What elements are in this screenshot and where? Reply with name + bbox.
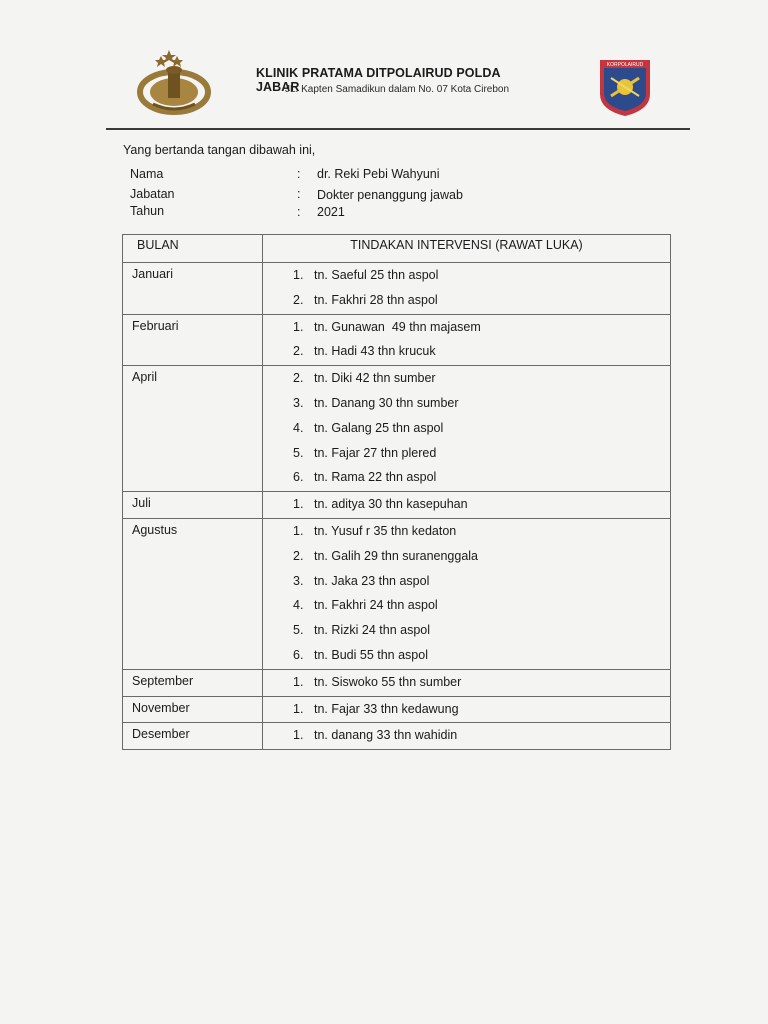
action-cell bbox=[263, 723, 671, 750]
entry-number: 2. bbox=[293, 371, 304, 386]
entry-number: 6. bbox=[293, 647, 304, 662]
entry-number: 3. bbox=[293, 573, 304, 588]
patient-entry bbox=[263, 519, 670, 544]
patient-list bbox=[263, 263, 670, 314]
patient-entry bbox=[263, 366, 670, 391]
info-label-jabatan: Jabatan bbox=[130, 187, 175, 201]
patient-entry bbox=[263, 416, 670, 441]
entry-text: tn. Siswoko 55 thn sumber bbox=[314, 674, 462, 689]
patient-list bbox=[263, 697, 670, 723]
month-cell: Januari bbox=[123, 263, 263, 315]
patient-list bbox=[263, 366, 670, 491]
header-divider bbox=[106, 128, 690, 130]
action-cell bbox=[263, 696, 671, 723]
entry-text: tn. aditya 30 thn kasepuhan bbox=[314, 497, 468, 512]
patient-entry bbox=[263, 492, 670, 517]
patient-entry bbox=[263, 288, 670, 313]
table-row bbox=[123, 723, 671, 750]
action-cell bbox=[263, 314, 671, 366]
patient-entry bbox=[263, 670, 670, 695]
table-row bbox=[123, 314, 671, 366]
table-row bbox=[123, 492, 671, 519]
info-colon: : bbox=[297, 187, 301, 201]
column-header-action: TINDAKAN INTERVENSI (RAWAT LUKA) bbox=[263, 235, 671, 263]
patient-list bbox=[263, 723, 670, 749]
patient-list bbox=[263, 519, 670, 669]
entry-number: 1. bbox=[293, 523, 304, 538]
police-emblem-logo bbox=[133, 48, 215, 116]
entry-text: tn. Rama 22 thn aspol bbox=[314, 470, 437, 485]
entry-number: 4. bbox=[293, 598, 304, 613]
patient-list bbox=[263, 492, 670, 518]
entry-number: 2. bbox=[293, 344, 304, 359]
month-cell: November bbox=[123, 696, 263, 723]
intro-text: Yang bertanda tangan dibawah ini, bbox=[123, 143, 316, 157]
action-cell bbox=[263, 366, 671, 492]
table-row bbox=[123, 669, 671, 696]
patient-entry bbox=[263, 263, 670, 288]
patient-entry bbox=[263, 618, 670, 643]
clinic-name: KLINIK PRATAMA DITPOLAIRUD POLDA JABAR bbox=[256, 66, 501, 94]
badge-text: KORPOLAIRUD bbox=[606, 62, 644, 68]
patient-entry bbox=[263, 315, 670, 340]
patient-entry bbox=[263, 593, 670, 618]
month-cell: September bbox=[123, 669, 263, 696]
patient-entry bbox=[263, 569, 670, 594]
entry-text: tn. Galih 29 thn suranenggala bbox=[314, 548, 479, 563]
patient-entry bbox=[263, 391, 670, 416]
entry-text: tn. Fajar 33 thn kedawung bbox=[314, 701, 459, 716]
patient-entry bbox=[263, 697, 670, 722]
month-cell: Desember bbox=[123, 723, 263, 750]
patient-list bbox=[263, 315, 670, 366]
entry-text: tn. Gunawan 49 thn majasem bbox=[314, 319, 481, 334]
month-cell: Juli bbox=[123, 492, 263, 519]
entry-number: 2. bbox=[293, 292, 304, 307]
month-cell: April bbox=[123, 366, 263, 492]
entry-text: tn. Fakhri 28 thn aspol bbox=[314, 292, 438, 307]
entry-text: tn. Budi 55 thn aspol bbox=[314, 647, 428, 662]
action-cell bbox=[263, 669, 671, 696]
entry-number: 1. bbox=[293, 268, 304, 282]
entry-text: tn. Fajar 27 thn plered bbox=[314, 445, 437, 460]
table-row bbox=[123, 263, 671, 315]
column-header-month: BULAN bbox=[123, 235, 263, 263]
table-row bbox=[123, 696, 671, 723]
patient-entry bbox=[263, 723, 670, 748]
patient-entry bbox=[263, 544, 670, 569]
entry-number: 1. bbox=[293, 728, 304, 743]
entry-text: tn. Rizki 24 thn aspol bbox=[314, 623, 431, 638]
entry-number: 1. bbox=[293, 319, 304, 334]
entry-text: tn. Fakhri 24 thn aspol bbox=[314, 598, 438, 613]
action-cell bbox=[263, 263, 671, 315]
korpolairud-badge-logo bbox=[596, 56, 654, 118]
info-colon: : bbox=[297, 205, 301, 219]
intervention-table bbox=[122, 234, 671, 750]
action-cell bbox=[263, 492, 671, 519]
entry-text: tn. Saeful 25 thn aspol bbox=[314, 268, 439, 282]
clinic-address: JL. Kapten Samadikun dalam No. 07 Kota Cirebon bbox=[285, 84, 510, 95]
action-cell bbox=[263, 518, 671, 669]
month-cell: Februari bbox=[123, 314, 263, 366]
info-value-nama: dr. Reki Pebi Wahyuni bbox=[317, 167, 440, 181]
entry-text: tn. Jaka 23 thn aspol bbox=[314, 573, 430, 588]
info-label-nama: Nama bbox=[130, 167, 164, 181]
patient-entry bbox=[263, 465, 670, 490]
patient-entry bbox=[263, 339, 670, 364]
entry-text: tn. danang 33 thn wahidin bbox=[314, 728, 458, 743]
entry-text: tn. Diki 42 thn sumber bbox=[314, 371, 436, 386]
info-value-tahun: 2021 bbox=[317, 205, 345, 219]
patient-list bbox=[263, 670, 670, 696]
patient-entry bbox=[263, 441, 670, 466]
entry-text: tn. Yusuf r 35 thn kedaton bbox=[314, 523, 457, 538]
entry-number: 2. bbox=[293, 548, 304, 563]
info-value-jabatan: Dokter penanggung jawab bbox=[317, 188, 463, 202]
entry-number: 1. bbox=[293, 674, 304, 689]
entry-number: 1. bbox=[293, 497, 304, 512]
table-header-row bbox=[123, 235, 671, 263]
entry-number: 6. bbox=[293, 470, 304, 485]
entry-number: 5. bbox=[293, 445, 304, 460]
month-cell: Agustus bbox=[123, 518, 263, 669]
info-label-tahun: Tahun bbox=[130, 204, 165, 218]
entry-text: tn. Galang 25 thn aspol bbox=[314, 420, 444, 435]
entry-text: tn. Danang 30 thn sumber bbox=[314, 395, 459, 410]
entry-number: 3. bbox=[293, 395, 304, 410]
table-body bbox=[123, 263, 671, 750]
entry-number: 1. bbox=[293, 701, 304, 716]
info-colon: : bbox=[297, 167, 301, 181]
entry-number: 5. bbox=[293, 623, 304, 638]
entry-text: tn. Hadi 43 thn krucuk bbox=[314, 344, 436, 359]
table-row bbox=[123, 366, 671, 492]
entry-number: 4. bbox=[293, 420, 304, 435]
patient-entry bbox=[263, 643, 670, 668]
table-row bbox=[123, 518, 671, 669]
